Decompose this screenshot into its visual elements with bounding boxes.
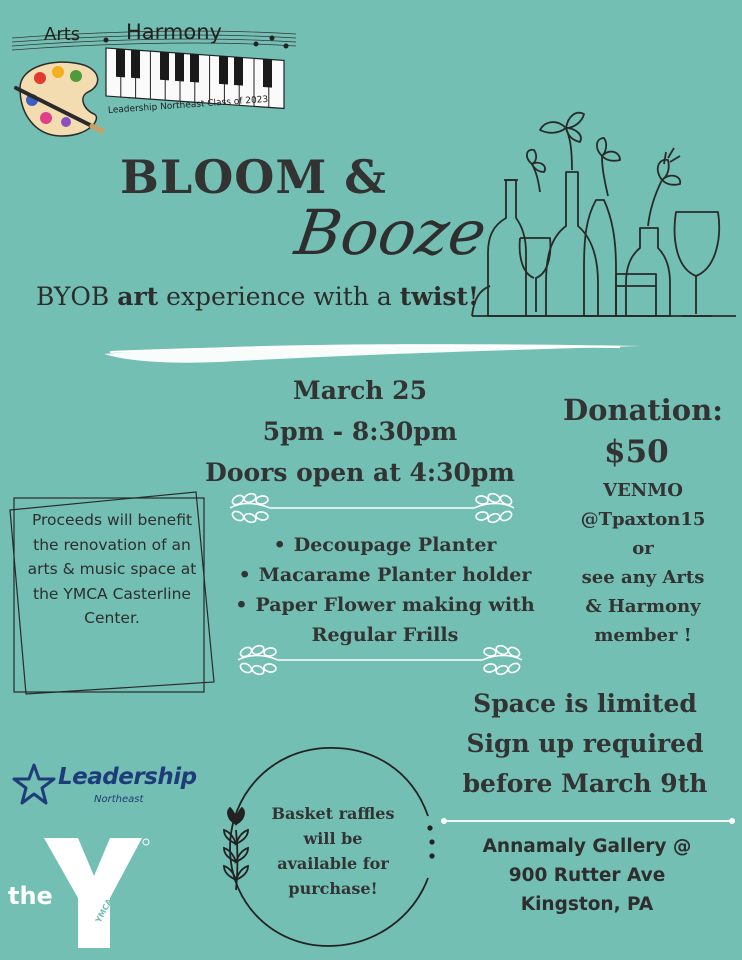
address-line: Annamaly Gallery @ [482,836,692,857]
activity-label: Regular Frills [311,624,459,646]
tagline-bold-twist: twist! [399,282,479,311]
donation-block [544,392,742,650]
right-divider [440,815,736,827]
address-block [460,832,714,919]
address-line: Kingston, PA [520,894,654,915]
donation-line: VENMO [603,480,683,501]
donation-line: member ! [594,625,692,646]
space-line: before March 9th [462,769,708,798]
tagline [36,282,479,311]
address-line: 900 Rutter Ave [508,865,666,886]
tagline-part1: BYOB [36,282,118,311]
donation-line: or [632,538,654,559]
vases-flowers-illustration [470,108,738,326]
ymca-the-text: the [8,882,53,910]
laurel-divider-bottom [234,642,526,678]
activity-label: Macarame Planter holder [258,564,532,586]
title-booze: Booze [290,196,491,269]
ymca-wordmark: YMCA [94,897,115,925]
event-time: 5pm - 8:30pm [262,417,458,446]
event-doors: Doors open at 4:30pm [205,458,515,487]
bullet: • [273,534,286,556]
leadership-subtitle: Northeast [94,794,144,805]
logo-harmony-text: Harmony [126,20,222,44]
raffle-line: purchase! [288,879,378,898]
leadership-name: Leadership [58,764,197,790]
space-limited-block [448,684,722,804]
logo-subtitle: Leadership Northeast Class of 2023 [107,94,269,116]
title-bloom: BLOOM & [120,150,387,204]
donation-line: @Tpaxton15 [580,509,706,530]
raffle-line: available for [277,854,389,873]
activity-label: Decoupage Planter [293,534,497,556]
activities-list [205,530,565,650]
tagline-part2: experience with a [158,282,400,311]
logo-arts-text: Arts [44,24,81,45]
donation-line: & Harmony [585,596,701,617]
space-line: Space is limited [473,689,697,718]
raffle-line: will be [303,829,363,848]
bullet: • [238,564,251,586]
ymca-y-logo [38,836,150,954]
raffle-text [258,801,408,901]
list-item [205,560,565,590]
list-item [205,590,565,620]
event-details [180,370,540,493]
leadership-star-icon [12,762,56,806]
raffle-line: Basket raffles [271,804,395,823]
donation-amount: $50 [604,434,669,470]
laurel-divider-top [226,490,518,526]
event-date: March 25 [293,376,427,405]
activity-label: Paper Flower making with [255,594,535,616]
brush-stroke-divider [100,336,645,366]
donation-title: Donation: [563,393,723,427]
bullet: • [235,594,248,616]
tagline-bold-art: art [117,282,159,311]
proceeds-text: Proceeds will benefit the renovation of an arts & music space at the YMCA Casterline Center. [27,511,197,627]
donation-line: see any Arts [581,567,705,588]
list-item [205,530,565,560]
space-line: Sign up required [466,729,704,758]
donation-instructions [544,476,742,650]
